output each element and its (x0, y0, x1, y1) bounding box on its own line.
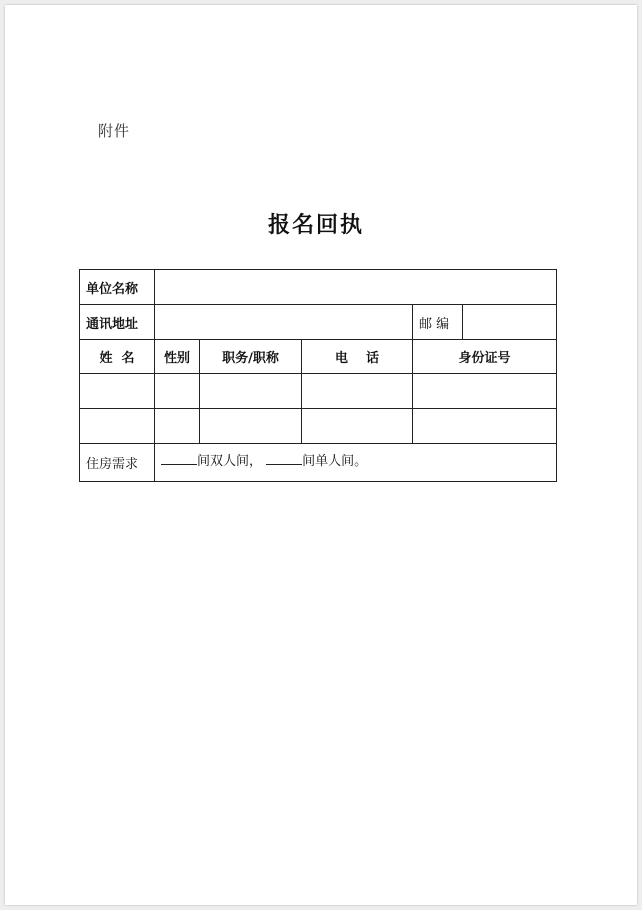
table-row (80, 409, 557, 444)
postcode-field[interactable] (463, 305, 557, 340)
single-room-text: 间单人间。 (302, 454, 368, 469)
address-field[interactable] (155, 305, 413, 340)
single-room-count-blank[interactable] (266, 452, 302, 465)
unit-name-label: 单位名称 (80, 270, 155, 305)
form-title: 报名回执 (267, 212, 364, 238)
address-row (80, 305, 557, 340)
phone-cell[interactable] (302, 374, 413, 409)
double-room-text: 间双人间， (197, 454, 263, 469)
position-cell[interactable] (200, 374, 302, 409)
name-cell[interactable] (80, 409, 155, 444)
id-number-cell[interactable] (413, 374, 557, 409)
housing-field (155, 444, 557, 482)
position-cell[interactable] (200, 409, 302, 444)
postcode-label: 邮 编 (413, 305, 463, 340)
housing-row (80, 444, 557, 482)
housing-label: 住房需求 (80, 444, 155, 482)
registration-form-table (79, 269, 557, 482)
name-cell[interactable] (80, 374, 155, 409)
header-id-number: 身份证号 (413, 340, 557, 374)
header-row (80, 340, 557, 374)
header-name: 姓 名 (80, 340, 155, 374)
id-number-cell[interactable] (413, 409, 557, 444)
header-phone: 电 话 (302, 340, 413, 374)
gender-cell[interactable] (155, 374, 200, 409)
header-position: 职务/职称 (200, 340, 302, 374)
unit-name-field[interactable] (155, 270, 557, 305)
header-gender: 性别 (155, 340, 200, 374)
table-row (80, 374, 557, 409)
address-label: 通讯地址 (80, 305, 155, 340)
attachment-label: 附件 (98, 122, 131, 140)
unit-name-row (80, 270, 557, 305)
double-room-count-blank[interactable] (161, 452, 197, 465)
phone-cell[interactable] (302, 409, 413, 444)
gender-cell[interactable] (155, 409, 200, 444)
